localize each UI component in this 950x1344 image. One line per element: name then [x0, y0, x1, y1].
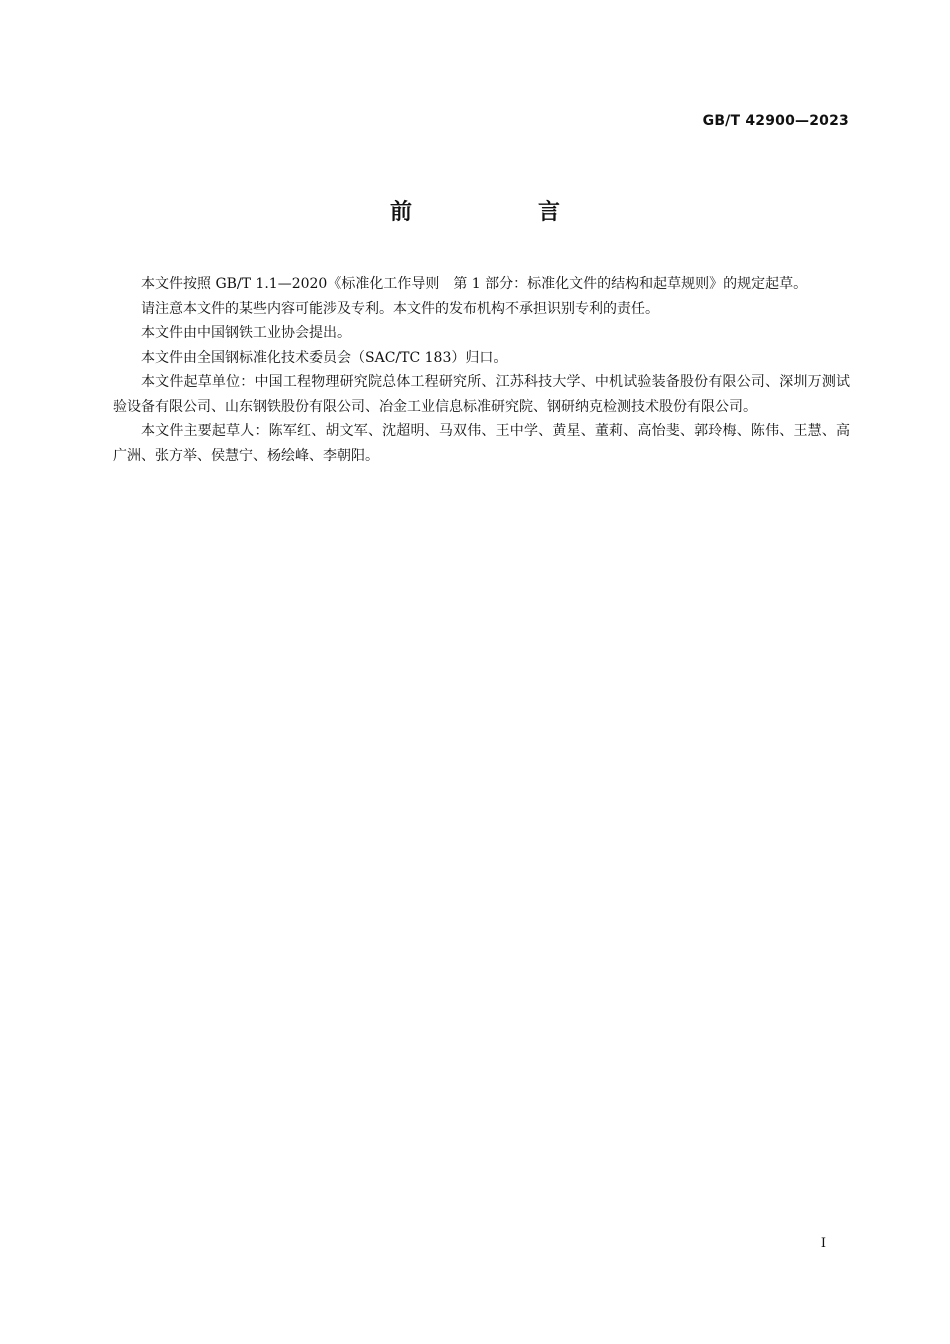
paragraph-committee: 本文件由全国钢标准化技术委员会（SAC/TC 183）归口。	[141, 349, 508, 366]
standard-number: GB/T 42900—2023	[702, 113, 849, 129]
foreword-body	[113, 272, 850, 468]
page-number: I	[820, 1236, 826, 1251]
paragraph-proposer: 本文件由中国钢铁工业协会提出。	[141, 325, 351, 341]
paragraph-patent-notice: 请注意本文件的某些内容可能涉及专利。本文件的发布机构不承担识别专利的责任。	[141, 300, 659, 317]
page-title: 前 言	[389, 200, 612, 225]
paragraph-drafters: 本文件主要起草人：陈军红、胡文军、沈超明、马双伟、王中学、黄星、董莉、高怡斐、郭玲梅、陈伟、王慧、高广洲、张方举、侯慧宁、杨绘峰、李朝阳。	[113, 423, 850, 464]
paragraph-drafting-units: 本文件起草单位：中国工程物理研究院总体工程研究所、江苏科技大学、中机试验装备股份有限公司、深圳万测试验设备有限公司、山东钢铁股份有限公司、冶金工业信息标准研究院、钢研纳克检测技术股份有限公司。	[113, 374, 850, 415]
paragraph-drafting-rules: 本文件按照 GB/T 1.1—2020《标准化工作导则 第 1 部分：标准化文件的结构和起草规则》的规定起草。	[141, 276, 808, 292]
